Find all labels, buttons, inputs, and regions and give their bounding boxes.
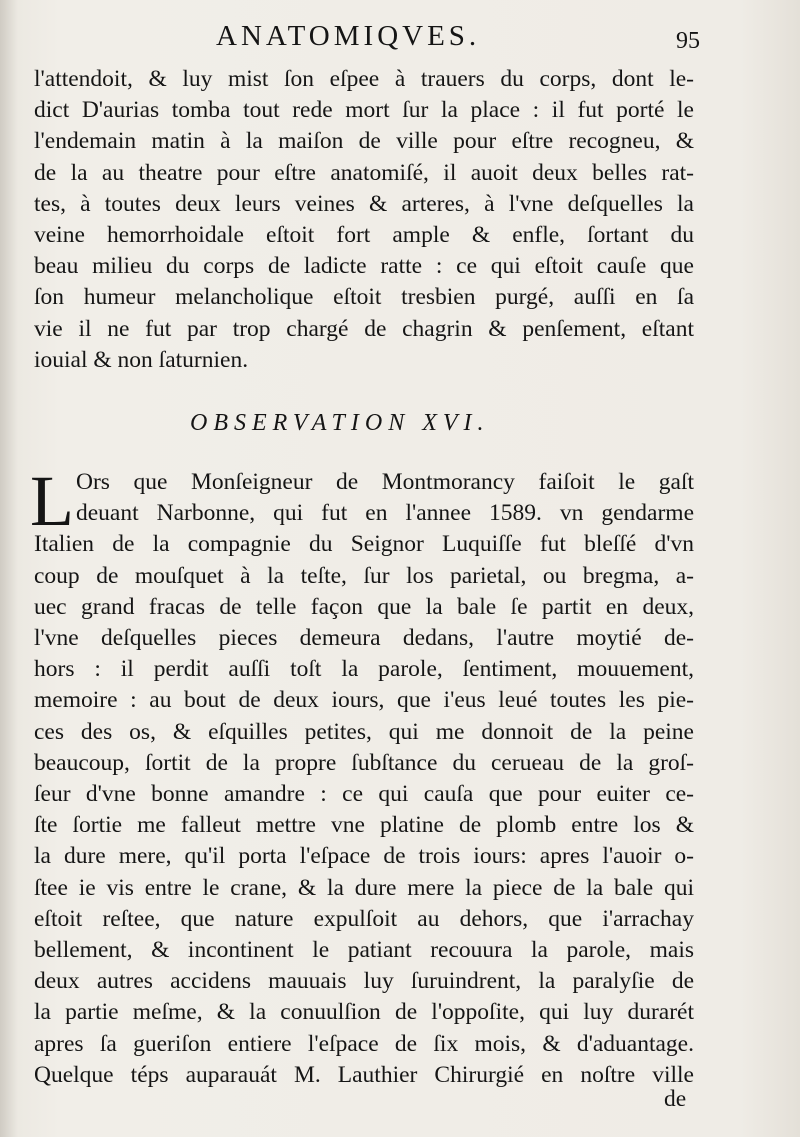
text-line: hors : il perdit auſſi toſt la parole, ſentiment, mouuement, [34,656,694,683]
page-number: 95 [676,28,700,54]
text-line: la partie meſme, & la conuulſion de l'oppoſite, qui luy durarét [34,999,694,1026]
section-title: OBSERVATION XVI. [190,410,490,436]
text-line: Quelque téps auparauát M. Lauthier Chirurgié en noſtre ville [34,1061,694,1088]
text-line: bellement, & incontinent le patiant recouura la parole, mais [34,937,694,964]
catchword: de [664,1086,687,1112]
text-line: beaucoup, ſortit de la propre ſubſtance du cerueau de la groſ- [34,749,694,776]
paragraph-1 [34,64,694,376]
text-line: la dure mere, qu'il porta l'eſpace de trois iours: apres l'auoir o- [34,843,694,870]
text-line: apres ſa gueriſon entiere l'eſpace de ſix mois, & d'aduantage. [34,1030,694,1057]
text-line: de la au theatre pour eſtre anatomiſé, il auoit deux belles rat- [34,159,694,186]
text-line: ſtee ie vis entre le crane, & la dure mere la piece de la bale qui [34,874,694,901]
text-line: veine hemorrhoidale eſtoit fort ample & enfle, ſortant du [34,222,694,249]
text-line: iouial & non ſaturnien. [34,346,249,373]
drop-cap: L [30,461,74,541]
text-line: dict D'aurias tomba tout rede mort ſur la place : il fut porté le [34,97,694,124]
text-line: ſon humeur melancholique eſtoit tresbien purgé, auſſi en ſa [34,284,694,311]
text-line: tes, à toutes deux leurs veines & arteres, à l'vne deſquelles la [34,190,694,217]
text-line: l'vne deſquelles pieces demeura dedans, l'autre moytié de- [34,625,694,652]
text-line: eſtoit reſtee, que nature expulſoit au dehors, que i'arrachay [34,905,694,932]
text-line: beau milieu du corps de ladicte ratte : ce qui eſtoit cauſe que [34,253,694,280]
text-line: l'attendoit, & luy mist ſon eſpee à trauers du corps, dont le- [34,66,694,92]
text-line: uec grand fracas de telle façon que la bale ſe partit en deux, [34,593,694,620]
text-line: ces des os, & eſquilles petites, qui me donnoit de la peine [34,718,694,745]
text-line: Ors que Monſeigneur de Montmorancy faiſoit le gaſt [76,469,694,495]
paragraph-2 [34,467,694,1091]
running-head: ANATOMIQVES. [216,20,481,52]
text-line: memoire : au bout de deux iours, que i'eus leué toutes les pie- [34,687,694,714]
text-line: Italien de la compagnie du Seignor Luquiſſe fut bleſſé d'vn [34,531,694,558]
page-header [0,20,800,60]
text-line: coup de mouſquet à la teſte, ſur los parietal, ou bregma, a- [34,562,694,589]
text-line: l'endemain matin à la maiſon de ville pour eſtre recogneu, & [34,128,694,155]
text-line: ſte ſortie me falleut mettre vne platine de plomb entre los & [34,812,694,839]
text-line: ſeur d'vne bonne amandre : ce qui cauſa que pour euiter ce- [34,781,694,808]
text-line: deux autres accidens mauuais luy ſuruindrent, la paralyſie de [34,968,694,995]
text-line: vie il ne fut par trop chargé de chagrin & penſement, eſtant [34,315,694,342]
text-line: deuant Narbonne, qui fut en l'annee 1589. vn gendarme [76,500,694,527]
